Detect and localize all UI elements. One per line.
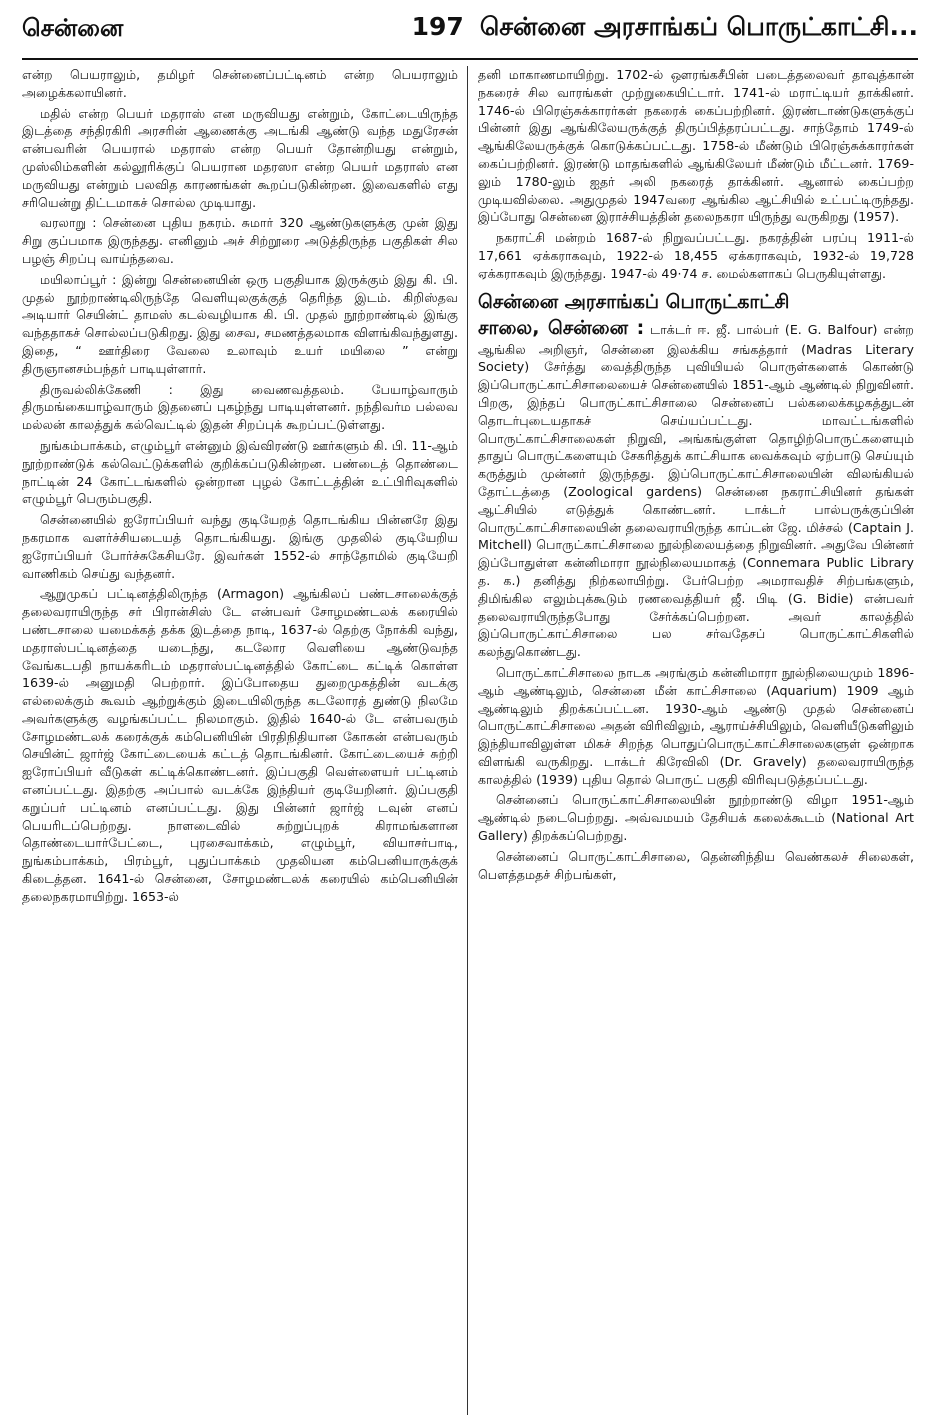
section-heading-lead: சாலை, சென்னை :: [478, 316, 645, 339]
running-head-right: [412, 12, 918, 45]
page-header: [22, 6, 918, 60]
paragraph: மதில் என்ற பெயர் மதராஸ் என மருவியது என்றும், கோட்டையிருந்த இடத்தை சந்திரகிரி அரசரின் ஆணைக்கு அடங்கி ஆண்டு வந்த மதுரேசன் என்பவரின் பெயரால் மதராஸ் என்ற பெயர் தோன்றியது என்றும், முஸ்லிம்களின் கல்லூரிக்குப் பெயரான மதரஸா என்ற பெயர் மதராஸ் என மருவியது என்றும் பலவித காரணங்கள் கூறப்படுகின்றன. இவைகளில் எது சரியென்று திட்டமாகச் சொல்ல முடியாது.: [22, 105, 458, 210]
text-columns: [22, 66, 918, 1417]
paragraph: சென்னையில் ஐரோப்பியர் வந்து குடியேறத் தொடங்கிய பின்னரே இது நகரமாக வளர்ச்சியடையத் தொடங்கியது. இங்கு முதலில் குடியேறிய ஐரோப்பியர் போர்ச்சுகேசியரே. இவர்கள் 1552-ல் சாந்தோமில் குடியேறி வாணிகம் செய்து வந்தனர்.: [22, 512, 458, 581]
paragraph: திருவல்லிக்கேணி : இது வைணவத்தலம். பேயாழ்வாரும் திருமங்கையாழ்வாரும் இதனைப் புகழ்ந்து பாடியுள்ளனர். நந்திவர்ம பல்லவ மல்லன் காலத்துக் கல்வெட்டில் இதன் சிறப்புக் கூறப்பட்டுள்ளது.: [22, 381, 458, 433]
paragraph: வரலாறு : சென்னை புதிய நகரம். சுமார் 320 ஆண்டுகளுக்கு முன் இது சிறு குப்பமாக இருந்தது. எனினும் அச் சிற்றூரை அடுத்திருந்த பகுதிகள் சில பழஞ் சிறப்பு வாய்ந்தவை.: [22, 215, 458, 266]
paragraph: சென்னைப் பொருட்காட்சிசாலை, தென்னிந்திய வெண்கலச் சிலைகள், பௌத்தமதச் சிற்பங்கள்,: [478, 848, 914, 882]
paragraph: சென்னைப் பொருட்காட்சிசாலையின் நூற்றாண்டு விழா 1951-ஆம் ஆண்டில் நடைபெற்றது. அவ்வமயம் தேசியக் கலைக்கூடம் (National Art Gallery) திறக்கப்பெற்றது.: [478, 792, 914, 844]
paragraph: மயிலாப்பூர் : இன்று சென்னையின் ஒரு பகுதியாக இருக்கும் இது கி. பி. முதல் நூற்றாண்டிலிருந்தே வெளியுலகுக்குத் தெரிந்த இடம். கிறிஸ்தவ அடியார் செயின்ட் தாமஸ் கடல்வழியாக கி. பி. முதல் நூற்றாண்டில் இங்கு வந்ததாகச் சொல்லப்படுகிறது. இது சைவ, சமணத்தலமாக விளங்கிவந்துளது. இதை, “ ஊர்திரை வேலை உலாவும் உயர் மயிலை ” என்று திருஞானசம்பந்தர் பாடியுள்ளார்.: [22, 271, 458, 376]
right-column: [478, 66, 914, 1417]
running-head-title: சென்னை அரசாங்கப் பொருட்காட்சி...: [479, 12, 918, 41]
paragraph: தனி மாகாணமாயிற்று. 1702-ல் ஔரங்கசீபின் படைத்தலைவர் தாவுத்கான் நகரைச் சில வாரங்கள் முற்றுகையிட்டார். 1741-ல் மராட்டியர் தாக்கினர். 1746-ல் பிரெஞ்சுக்காரர்கள் நகரைக் கைப்பற்றினர். இரண்டாண்டுகளுக்குப் பின்னர் இது ஆங்கிலேயருக்குத் திருப்பித்தரப்பட்டது. சாந்தோம் 1749-ல் ஆங்கிலேயருக்குக் கொடுக்கப்பட்டது. 1758-ல் மீண்டும் பிரெஞ்சுக்காரர்கள் கைப்பற்றினர். இரண்டு மாதங்களில் ஆங்கிலேயர் மீண்டும் மீட்டனர். 1769-லும் 1780-லும் ஐதர் அலி நகரைத் தாக்கினர். ஆனால் கைப்பற்ற முடியவில்லை. அதுமுதல் 1947வரை ஆங்கில ஆட்சியில் உட்பட்டிருந்தது. இப்போது சென்னை இராச்சியத்தின் தலைநகரா யிருந்து வருகிறது (1957).: [478, 67, 914, 225]
left-column: [22, 66, 458, 1417]
running-head-left: சென்னை: [22, 14, 124, 42]
paragraph: என்ற பெயராலும், தமிழர் சென்னைப்பட்டினம் என்ற பெயராலும் அழைக்கலாயினர்.: [22, 67, 458, 100]
paragraph: பொருட்காட்சிசாலை நாடக அரங்கும் கன்னிமாரா நூல்நிலையமும் 1896-ஆம் ஆண்டிலும், சென்னை மீன் காட்சிசாலை (Aquarium) 1909 ஆம் ஆண்டிலும் திறக்கப்பட்டன. 1930-ஆம் ஆண்டு முதல் சென்னைப் பொருட்காட்சிசாலை அதன் விரிவிலும், ஆராய்ச்சியிலும், வெளியீடுகளிலும் இந்தியாவிலுள்ள மிகச் சிறந்த பொதுப்பொருட்காட்சிசாலைகளுள் ஒன்றாக விளங்கி வருகிறது. டாக்டர் கிரேவிலி (Dr. Gravely) தலைவராயிருந்த காலத்தில் (1939) புதிய தொல் பொருட் பகுதி விரிவுபடுத்தப்பட்டது.: [478, 664, 914, 787]
paragraph: நுங்கம்பாக்கம், எழும்பூர் என்னும் இவ்விரண்டு ஊர்களும் கி. பி. 11-ஆம் நூற்றாண்டுக் கல்வெட்டுக்களில் குறிக்கப்படுகின்றன. பண்டைத் தொண்டை நாட்டின் 24 கோட்டங்களில் ஒன்றான புழல் கோட்டத்தின் உட்பிரிவுகளில் எழும்பூர் பெரும்பகுதி.: [22, 437, 458, 507]
section-first-text: டாக்டர் ஈ. ஜீ. பால்பர் (E. G. Balfour) என்ற ஆங்கில அறிஞர், சென்னை இலக்கிய சங்கத்தார் (Madras Literary Society) சேர்த்து வைத்திருந்த புவியியல் பொருள்களைக் கொண்டு இப்பொருட்காட்சிசாலையைச் சென்னையில் 1851-ஆம் ஆண்டில் நிறுவினர். பிறகு, இந்தப் பொருட்காட்சிசாலை சென்னைப் பல்கலைக்கழகத்துடன் தொடர்புடையதாகச் செய்யப்பட்டது. மாவட்டங்களில் பொருட்காட்சிசாலைகள் நிறுவி, அங்கங்குள்ள தொழிற்பொருட்களையும் தாதுப் பொருட்களையும் சேகரித்துக் காட்சியாக வைக்கவும் ஏற்பாடு செய்யும் கருத்தும் முன்னர் இருந்தது. இப்பொருட்காட்சிசாலையின் விலங்கியல் தோட்டத்தை (Zoological gardens) சென்னை நகராட்சியினர் தங்கள் ஆட்சியில் எடுத்துக் கொண்டனர். டாக்டர் பால்பருக்குப்பின் பொருட்காட்சிசாலையின் தலைவராயிருந்த காப்டன் ஜே. மிச்சல் (Captain J. Mitchell) பொருட்காட்சிசாலை நூல்நிலையத்தை நிறுவினர். அதுவே பின்னர் இப்போதுள்ள கன்னிமாரா நூல்நிலையமாகத் (Connemara Public Library த. க.) தனித்து நிற்கலாயிற்று. பேர்பெற்ற அமராவதிச் சிற்பங்களும், திமிங்கில எலும்புக்கூடும் ரணவைத்தியர் ஜீ. பிடி (G. Bidie) என்பவர் தலைவராயிருந்தபோது சேர்க்கப்பெற்றன. அவர் காலத்தில் இப்பொருட்காட்சிசாலை பல சர்வதேசப் பொருட்காட்சிகளில் கலந்துகொண்டது.: [478, 321, 914, 660]
section-heading: சென்னை அரசாங்கப் பொருட்காட்சி: [478, 290, 790, 313]
paragraph: ஆறுமுகப் பட்டினத்திலிருந்த (Armagon) ஆங்கிலப் பண்டசாலைக்குத் தலைவராயிருந்த சர் பிரான்சிஸ் டே என்பவர் சோழமண்டலக் கரையில் பண்டசாலை யமைக்கத் தக்க இடத்தை நாடி, 1637-ல் தெற்கு நோக்கி வந்து, மதராஸ்பட்டினத்தை யடைந்து, கடலோர வெளியை ஆண்டுவந்த வேங்கடபதி நாயக்கரிடம் மதராஸ்பட்டினத்தில் கோட்டை கட்டிக் கொள்ள 1639-ல் அனுமதி பெற்றார். இப்போதைய துறைமுகத்தின் வடக்கு எல்லைக்கும் கூவம் ஆற்றுக்கும் இடையிலிருந்த கடலோரத் துண்டு நிலமே அவர்களுக்கு வழங்கப்பட்ட நிலமாகும். இதில் 1640-ல் டே என்பவரும் சோழமண்டலக் கரைக்குக் கம்பெனியின் பிரதிநிதியான கோகன் என்பவரும் செயின்ட் ஜார்ஜ் கோட்டையைக் கட்டத் தொடங்கினர். கோட்டையைச் சுற்றி ஐரோப்பியர் வீடுகள் கட்டிக்கொண்டனர். இப்பகுதி வெள்ளையர் பட்டினம் எனப்பட்டது. இதற்கு அப்பால் வடக்கே இந்தியர் குடியேறினர். இப்பகுதி கறுப்பர் பட்டினம் எனப்பட்டது. இது பின்னர் ஜார்ஜ் டவுன் எனப் பெயரிடப்பெற்றது. நாளடைவில் சுற்றுப்புறக் கிராமங்களான தொண்டையார்பேட்டை, புரசைவாக்கம், எழும்பூர், வியாசர்பாடி, நுங்கம்பாக்கம், பிரம்பூர், புதுப்பாக்கம் முதலியன கம்பெனியாருக்குக் கிடைத்தன. 1641-ல் சென்னை, சோழமண்டலக் கரையில் கம்பெனியின் தலைநகரமாயிற்று. 1653-ல்: [22, 586, 458, 904]
section-first-paragraph: [478, 315, 914, 661]
paragraph: நகராட்சி மன்றம் 1687-ல் நிறுவப்பட்டது. நகரத்தின் பரப்பு 1911-ல் 17,661 ஏக்கராகவும், 1922-ல் 18,455 ஏக்கராகவும், 1932-ல் 19,728 ஏக்கராகவும் இருந்தது. 1947-ல் 49·74 ச. மைல்களாகப் பெருகியுள்ளது.: [478, 230, 914, 281]
page-number: 197: [411, 12, 464, 41]
